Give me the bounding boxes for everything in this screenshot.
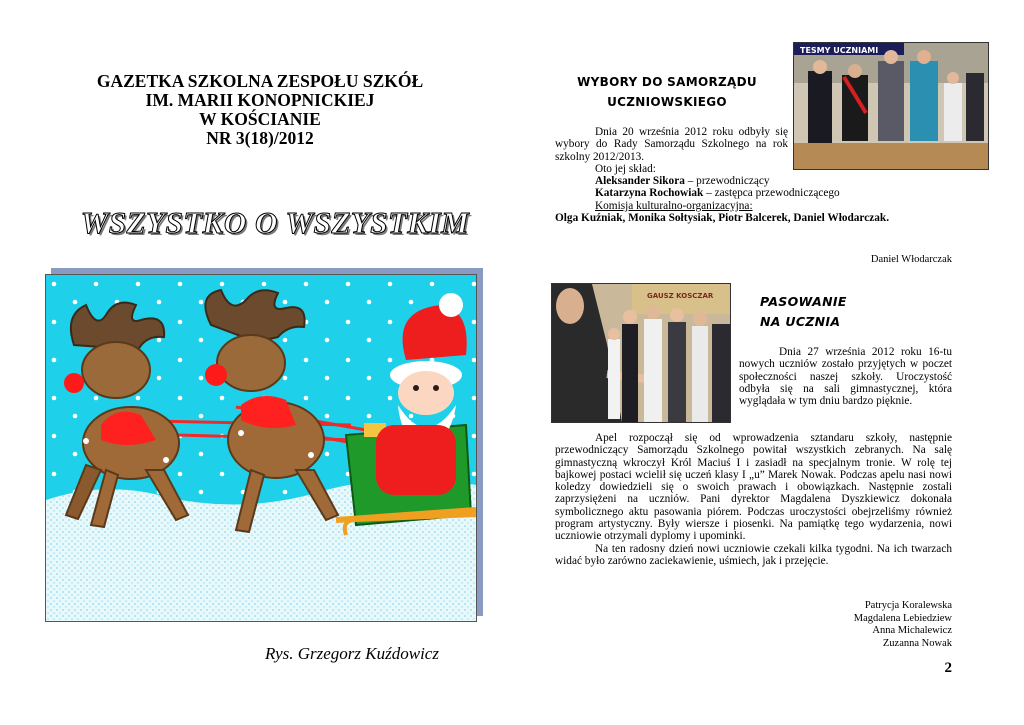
election-author: Daniel Włodarczak: [870, 254, 952, 265]
author-4: Zuzanna Nowak: [882, 637, 952, 649]
page-number: 2: [944, 660, 952, 676]
pasowanie-heading: [760, 292, 847, 332]
pasowanie-paragraph-2: Apel rozpoczął się od wprowadzenia sztandaru szkoły, następnie przewodniczący Samorządu Szkolnego powitał wszystkich zebranych. Na salę gimnastyczną wkroczył Król Maciuś I i zasiadł na specjalnym tronie. W rolę tej bajkowej postaci wcielił się uczeń klasy I „u” Marek Nowak. Podczas apelu nasi nowi koledzy dowiedzieli się o swoich prawach i obowiązkach. Następnie zostali zaprzysiężeni na uczniów. Pani dyrektor Magdalena Dyszkiewicz dokonała symbolicznego aktu pasowania piórem. Podczas uroczystości obejrzeliśmy również program artystyczny. Były wiersze i piosenki. Na pamiątkę tego wydarzenia, nowi uczniowie otrzymali dyplomy i upominki.: [555, 432, 952, 543]
pasowanie-photo: [551, 283, 731, 423]
issue-title: WSZYSTKO O WSZYSTKIM: [80, 205, 470, 240]
committee-label: Komisja kulturalno-organizacyjna:: [595, 199, 753, 212]
masthead-line-1: GAZETKA SZKOLNA ZESPOŁU SZKÓŁ: [96, 71, 424, 91]
santa-sleigh-drawing: [45, 274, 477, 622]
pasowanie-heading-line-1: PASOWANIE: [760, 294, 847, 309]
author-3: Anna Michalewicz: [872, 625, 952, 637]
election-heading: [558, 72, 776, 112]
pasowanie-paragraph-3: Na ten radosny dzień nowi uczniowie czekali kilka tygodni. Na ich twarzach widać było zarówno zaciekawienie, uśmiech, jak i przejęcie.: [555, 542, 952, 567]
drawing-caption: Rys. Grzegorz Kuźdowicz: [265, 644, 439, 663]
election-heading-line-2: UCZNIOWSKIEGO: [607, 95, 727, 109]
chairperson-role: – przewodniczący: [684, 175, 770, 188]
pasowanie-paragraph-1: Dnia 27 września 2012 roku 16-tu nowych uczniów zostało przyjętych w poczet społeczności naszej szkoły. Uroczystość odbyła się na sali gimnastycznej, która wyglądała w tym dniu bardzo pięknie.: [739, 346, 952, 408]
pasowanie-body: [555, 432, 952, 567]
pasowanie-authors: [800, 600, 952, 650]
vice-chairperson-role: – zastępca przewodniczącego: [703, 187, 840, 200]
photo2-banner-text: GAUSZ KOSCZAR: [647, 292, 714, 300]
election-heading-line-1: WYBORY DO SAMORZĄDU: [577, 75, 757, 89]
pasowanie-heading-line-2: NA UCZNIA: [760, 314, 841, 329]
masthead-line-3: W KOŚCIANIE: [199, 109, 321, 129]
masthead: [40, 72, 480, 148]
author-2: Magdalena Lebiedziew: [853, 612, 952, 624]
masthead-issue-number: NR 3(18)/2012: [206, 128, 314, 148]
vice-chairperson-name: Katarzyna Rochowiak: [595, 187, 704, 200]
masthead-line-2: IM. MARII KONOPNICKIEJ: [145, 90, 375, 110]
chairperson-name: Aleksander Sikora: [595, 175, 685, 188]
committee-members: Olga Kuźniak, Monika Sołtysiak, Piotr Balcerek, Daniel Włodarczak.: [555, 212, 890, 225]
election-article: [555, 126, 953, 224]
pasowanie-ceremony-photo: [552, 284, 730, 422]
election-intro-text: Dnia 20 września 2012 roku odbyły się wybory do Rady Samorządu Szkolnego na rok szkolny 2012/2013.: [555, 126, 788, 163]
santa-sleigh-illustration: [46, 275, 476, 621]
pasowanie-intro: [739, 346, 952, 407]
election-composition-label: Oto jej skład:: [595, 162, 656, 175]
author-1: Patrycja Koralewska: [864, 600, 952, 611]
photo-banner-text: TESMY UCZNIAMI: [800, 46, 879, 55]
